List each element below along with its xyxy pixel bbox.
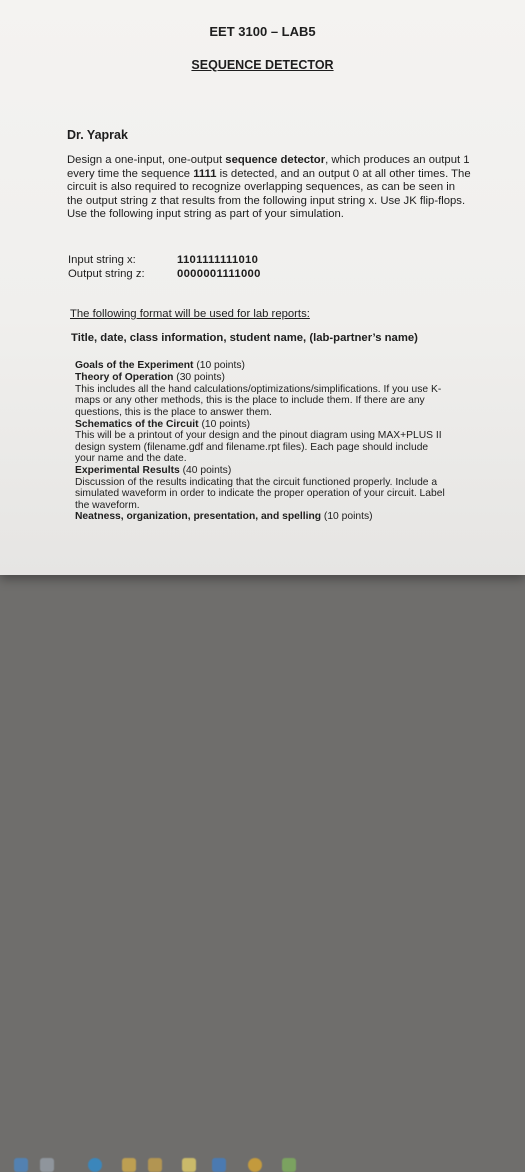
format-intro: The following format will be used for lab reports: xyxy=(70,308,310,320)
photos-icon[interactable] xyxy=(282,1158,296,1172)
section-body-line: design system (filename.gdf and filename.rpt files). Each page should include xyxy=(75,441,429,453)
input-string-label: Input string x: xyxy=(68,254,136,266)
document-page xyxy=(0,0,525,575)
doc-subtitle: SEQUENCE DETECTOR xyxy=(191,58,334,72)
launchpad-icon[interactable] xyxy=(40,1158,54,1172)
text-run: , which produces an output 1 xyxy=(325,154,470,166)
text-run-bold: sequence detector xyxy=(225,154,326,166)
chrome-icon[interactable] xyxy=(248,1158,262,1172)
section-heading xyxy=(75,419,250,431)
notes-icon[interactable] xyxy=(182,1158,196,1172)
edge-icon[interactable] xyxy=(88,1158,102,1172)
section-heading xyxy=(75,511,373,523)
section-body-line: the waveform. xyxy=(75,499,140,511)
folder-icon[interactable] xyxy=(122,1158,136,1172)
section-points: (10 points) xyxy=(193,360,245,371)
section-points: (40 points) xyxy=(179,464,232,476)
section-body-line: simulated waveform in order to indicate the proper operation of your circuit. Label xyxy=(75,488,445,500)
format-title-line: Title, date, class information, student name, (lab-partner’s name) xyxy=(71,332,418,344)
description-line xyxy=(67,154,507,168)
text-run: every time the sequence xyxy=(67,167,194,180)
mail-icon[interactable] xyxy=(212,1158,226,1172)
section-points: (10 points) xyxy=(198,418,251,430)
input-string-value: 1101111111010 xyxy=(177,254,259,266)
section-title: Goals of the Experiment xyxy=(75,360,194,371)
text-run: is detected, and an output 0 at all other times. The xyxy=(216,167,471,180)
output-string-value: 0000001111000 xyxy=(177,268,261,280)
section-points: (30 points) xyxy=(173,372,225,384)
text-run-bold: 1111 xyxy=(193,167,217,180)
section-points: (10 points) xyxy=(321,511,373,523)
description-line: circuit is also required to recognize overlapping sequences, as can be seen in xyxy=(67,181,456,194)
section-body-line: This will be a printout of your design and the pinout diagram using MAX+PLUS II xyxy=(75,430,442,442)
section-heading xyxy=(75,465,231,477)
doc-title: EET 3100 – LAB5 xyxy=(209,24,316,39)
output-string-label: Output string z: xyxy=(68,268,145,280)
section-title: Schematics of the Circuit xyxy=(75,418,199,430)
author-name: Dr. Yaprak xyxy=(67,128,128,142)
section-title: Theory of Operation xyxy=(75,372,174,384)
section-title: Experimental Results xyxy=(75,464,180,476)
section-body-line: This includes all the hand calculations/optimizations/simplifications. If you use K- xyxy=(75,383,442,395)
section-heading xyxy=(75,360,245,372)
section-heading xyxy=(75,372,225,384)
section-body-line: maps or any other methods, this is the place to include them. If there are any xyxy=(75,395,425,407)
description-paragraph xyxy=(67,154,507,222)
section-title: Neatness, organization, presentation, and spelling xyxy=(75,511,322,523)
description-line: the output string z that results from the following input string x. Use JK flip-flops. xyxy=(67,194,466,207)
dock xyxy=(0,576,525,608)
finder-icon[interactable] xyxy=(14,1158,28,1172)
description-line: Use the following input string as part of your simulation. xyxy=(67,208,344,221)
calculator-icon[interactable] xyxy=(148,1158,162,1172)
text-run: Design a one-input, one-output xyxy=(67,154,226,166)
section-body-line: your name and the date. xyxy=(75,453,187,465)
description-line xyxy=(67,168,507,182)
section-body-line: questions, this is the place to answer them. xyxy=(75,406,272,418)
section-body-line: Discussion of the results indicating that the circuit functioned properly. Include a xyxy=(75,476,438,488)
